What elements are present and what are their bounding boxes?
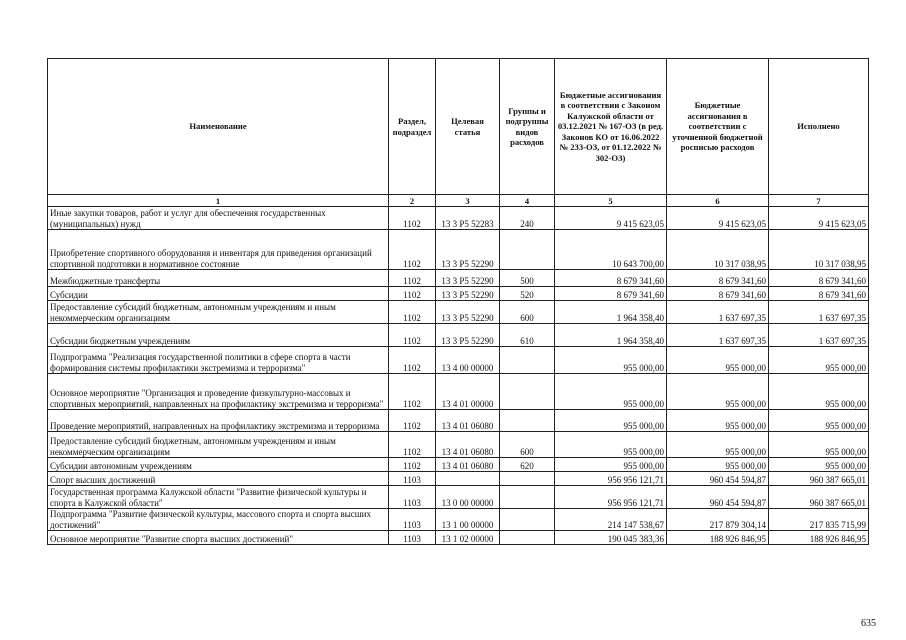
row-law-amount: 1 964 358,40	[555, 324, 667, 347]
table-row	[48, 410, 869, 432]
header-name: Наименование	[48, 59, 389, 195]
row-article: 13 3 P5 52290	[436, 270, 500, 287]
row-section: 1103	[389, 472, 436, 486]
row-law-amount: 955 000,00	[555, 432, 667, 458]
header-refined-assignments: Бюджетные ассигнования в соответствии с уточненной бюджетной росписью расходов	[667, 59, 769, 195]
row-name: Предоставление субсидий бюджетным, автономным учреждениям и иным некоммерческим организациям	[48, 432, 389, 458]
row-refined-amount: 955 000,00	[667, 458, 769, 472]
row-name: Предоставление субсидий бюджетным, автономным учреждениям и иным некоммерческим организациям	[48, 301, 389, 324]
row-group	[500, 230, 555, 270]
row-section: 1102	[389, 230, 436, 270]
column-number-row	[48, 195, 869, 207]
row-group	[500, 531, 555, 545]
row-law-amount: 9 415 623,05	[555, 207, 667, 230]
row-group	[500, 472, 555, 486]
row-name: Субсидии автономным учреждениям	[48, 458, 389, 472]
row-article: 13 3 P5 52290	[436, 287, 500, 301]
row-name: Межбюджетные трансферты	[48, 270, 389, 287]
row-refined-amount: 9 415 623,05	[667, 207, 769, 230]
row-law-amount: 214 147 538,67	[555, 509, 667, 531]
row-article: 13 3 P5 52290	[436, 324, 500, 347]
row-refined-amount: 955 000,00	[667, 374, 769, 410]
row-group: 610	[500, 324, 555, 347]
row-law-amount: 8 679 341,60	[555, 270, 667, 287]
row-name: Иные закупки товаров, работ и услуг для обеспечения государственных (муниципальных) нужд	[48, 207, 389, 230]
table-row	[48, 486, 869, 509]
column-number: 1	[48, 195, 389, 207]
row-section: 1103	[389, 531, 436, 545]
table-row	[48, 374, 869, 410]
column-number: 7	[769, 195, 869, 207]
row-refined-amount: 8 679 341,60	[667, 270, 769, 287]
row-group	[500, 347, 555, 374]
row-executed-amount: 10 317 038,95	[769, 230, 869, 270]
row-law-amount: 10 643 700,00	[555, 230, 667, 270]
row-refined-amount: 188 926 846,95	[667, 531, 769, 545]
row-article: 13 3 P5 52290	[436, 230, 500, 270]
row-refined-amount: 1 637 697,35	[667, 301, 769, 324]
row-executed-amount: 8 679 341,60	[769, 270, 869, 287]
header-row	[48, 59, 869, 195]
row-executed-amount: 955 000,00	[769, 432, 869, 458]
header-article: Целевая статья	[436, 59, 500, 195]
row-article	[436, 472, 500, 486]
table-row	[48, 287, 869, 301]
header-section: Раздел, подраздел	[389, 59, 436, 195]
row-name: Проведение мероприятий, направленных на профилактику экстремизма и терроризма	[48, 410, 389, 432]
row-law-amount: 955 000,00	[555, 374, 667, 410]
row-group	[500, 486, 555, 509]
row-law-amount: 956 956 121,71	[555, 472, 667, 486]
page-number: 635	[861, 618, 876, 629]
table-row	[48, 301, 869, 324]
header-law-assignments: Бюджетные ассигнования в соответствии с Законом Калужской области от 03.12.2021 № 167-ОЗ (в ред. Законов КО от 16.06.2022 № 233-ОЗ, от 01.12.2022 № 302-ОЗ)	[555, 59, 667, 195]
row-law-amount: 190 045 383,36	[555, 531, 667, 545]
row-section: 1103	[389, 509, 436, 531]
row-group: 620	[500, 458, 555, 472]
row-executed-amount: 8 679 341,60	[769, 287, 869, 301]
row-section: 1102	[389, 324, 436, 347]
row-law-amount: 955 000,00	[555, 458, 667, 472]
header-executed: Исполнено	[769, 59, 869, 195]
row-executed-amount: 960 387 665,01	[769, 472, 869, 486]
table-row	[48, 458, 869, 472]
row-name: Субсидии бюджетным учреждениям	[48, 324, 389, 347]
row-group: 520	[500, 287, 555, 301]
row-section: 1102	[389, 432, 436, 458]
row-refined-amount: 960 454 594,87	[667, 472, 769, 486]
row-law-amount: 1 964 358,40	[555, 301, 667, 324]
row-article: 13 3 P5 52283	[436, 207, 500, 230]
row-law-amount: 955 000,00	[555, 410, 667, 432]
row-executed-amount: 955 000,00	[769, 410, 869, 432]
row-section: 1102	[389, 374, 436, 410]
row-refined-amount: 1 637 697,35	[667, 324, 769, 347]
row-group	[500, 509, 555, 531]
row-executed-amount: 1 637 697,35	[769, 301, 869, 324]
row-group: 600	[500, 432, 555, 458]
column-number: 4	[500, 195, 555, 207]
row-refined-amount: 960 454 594,87	[667, 486, 769, 509]
row-executed-amount: 9 415 623,05	[769, 207, 869, 230]
row-group	[500, 374, 555, 410]
row-executed-amount: 188 926 846,95	[769, 531, 869, 545]
row-article: 13 4 01 00000	[436, 374, 500, 410]
row-law-amount: 955 000,00	[555, 347, 667, 374]
row-group	[500, 410, 555, 432]
row-name: Приобретение спортивного оборудования и инвентаря для приведения организаций спортивной подготовки в нормативное состояние	[48, 230, 389, 270]
row-name: Субсидии	[48, 287, 389, 301]
row-name: Основное мероприятие "Развитие спорта высших достижений"	[48, 531, 389, 545]
row-executed-amount: 955 000,00	[769, 374, 869, 410]
row-section: 1103	[389, 486, 436, 509]
row-law-amount: 956 956 121,71	[555, 486, 667, 509]
row-executed-amount: 955 000,00	[769, 347, 869, 374]
row-group: 500	[500, 270, 555, 287]
table-body	[48, 207, 869, 545]
row-refined-amount: 955 000,00	[667, 432, 769, 458]
row-name: Подпрограмма "Реализация государственной политики в сфере спорта в части формирования системы профилактики экстремизма и терроризма"	[48, 347, 389, 374]
row-executed-amount: 955 000,00	[769, 458, 869, 472]
table-row	[48, 531, 869, 545]
table-row	[48, 509, 869, 531]
table-row	[48, 324, 869, 347]
table-row	[48, 207, 869, 230]
row-section: 1102	[389, 287, 436, 301]
row-executed-amount: 217 835 715,99	[769, 509, 869, 531]
row-section: 1102	[389, 301, 436, 324]
row-refined-amount: 955 000,00	[667, 410, 769, 432]
row-article: 13 1 02 00000	[436, 531, 500, 545]
row-section: 1102	[389, 347, 436, 374]
table-row	[48, 230, 869, 270]
row-article: 13 4 01 06080	[436, 458, 500, 472]
row-group: 600	[500, 301, 555, 324]
row-refined-amount: 955 000,00	[667, 347, 769, 374]
row-article: 13 4 01 06080	[436, 432, 500, 458]
column-number: 3	[436, 195, 500, 207]
row-name: Подпрограмма "Развитие физической культуры, массового спорта и спорта высших достижений"	[48, 509, 389, 531]
header-group: Группы и подгруппы видов расходов	[500, 59, 555, 195]
table-row	[48, 472, 869, 486]
table-row	[48, 432, 869, 458]
row-executed-amount: 1 637 697,35	[769, 324, 869, 347]
row-section: 1102	[389, 207, 436, 230]
row-refined-amount: 8 679 341,60	[667, 287, 769, 301]
row-article: 13 0 00 00000	[436, 486, 500, 509]
column-number: 6	[667, 195, 769, 207]
table-row	[48, 270, 869, 287]
row-law-amount: 8 679 341,60	[555, 287, 667, 301]
row-name: Спорт высших достижений	[48, 472, 389, 486]
row-group: 240	[500, 207, 555, 230]
row-section: 1102	[389, 410, 436, 432]
row-article: 13 3 P5 52290	[436, 301, 500, 324]
row-executed-amount: 960 387 665,01	[769, 486, 869, 509]
row-article: 13 1 00 00000	[436, 509, 500, 531]
row-section: 1102	[389, 458, 436, 472]
row-article: 13 4 00 00000	[436, 347, 500, 374]
row-name: Основное мероприятие "Организация и проведение физкультурно-массовых и спортивных мероприятий, направленных на профилактику экстремизма и терроризма"	[48, 374, 389, 410]
row-refined-amount: 10 317 038,95	[667, 230, 769, 270]
row-refined-amount: 217 879 304,14	[667, 509, 769, 531]
column-number: 2	[389, 195, 436, 207]
column-number: 5	[555, 195, 667, 207]
row-article: 13 4 01 06080	[436, 410, 500, 432]
row-name: Государственная программа Калужской области "Развитие физической культуры и спорта в Калужской области"	[48, 486, 389, 509]
row-section: 1102	[389, 270, 436, 287]
table-row	[48, 347, 869, 374]
budget-table	[47, 58, 869, 545]
